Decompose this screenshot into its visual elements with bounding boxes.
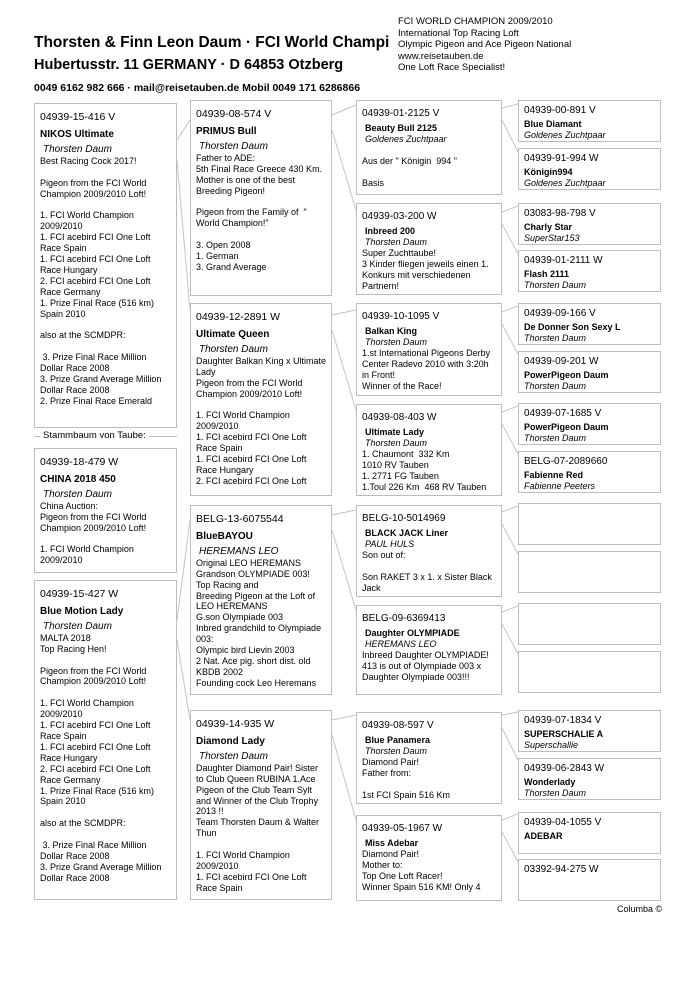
pigeon-card-great-grandparent[interactable] [518,403,661,445]
pigeon-card-grandparent[interactable] [356,404,502,496]
tagline-line: FCI WORLD CHAMPION 2009/2010 [398,16,553,27]
pigeon-name: BLACK JACK Liner [365,528,449,538]
pigeon-name: Charly Star [524,222,573,232]
pigeon-owner: Goldenes Zuchtpaar [524,129,606,140]
ring-number: 04939-01-2125 V [362,108,440,119]
pigeon-description: MALTA 2018 Top Racing Hen! Pigeon from the FCI World Champion 2009/2010 Loft! 1. FCI World Champion 2009/2010 1. FCI acebird FCI One Loft Race Spain 1. FCI acebird FCI One Loft Race Hungary 2. FCI acebird FCI One Loft Race Germany 1. Prize Final Race (516 km) Spain 2010 also at the SCMDPR: 3. Prize Final Race Million Dollar Race 2008 3. Prize Grand Average Million Dollar Race 2008 [40,632,162,883]
pigeon-card-empty[interactable] [518,603,661,645]
pigeon-card-grandparent[interactable] [356,605,502,695]
pigeon-name: PowerPigeon Daum [524,370,609,380]
ring-number: BELG-10-5014969 [362,513,446,524]
ring-number: 04939-08-597 V [362,720,434,731]
ring-number: 03083-98-798 V [524,208,596,219]
pigeon-card-grandparent[interactable] [356,303,502,396]
pigeon-owner: Fabienne Peeters [524,480,596,491]
pigeon-card-great-grandparent[interactable] [518,250,661,292]
pigeon-card-grandparent[interactable] [356,815,502,901]
pigeon-name: Flash 2111 [524,269,570,279]
ring-number: 04939-09-166 V [524,308,596,319]
pigeon-card-great-grandparent[interactable] [518,859,661,901]
pigeon-owner: Thorsten Daum [524,787,587,798]
pigeon-card-empty[interactable] [518,551,661,593]
ring-number: BELG-13-6075544 [196,513,284,525]
ring-number: 04939-00-891 V [524,105,596,116]
pigeon-name: Blue Diamant [524,119,582,129]
pigeon-description: China Auction: Pigeon from the FCI World Champion 2009/2010 Loft! 1. FCI World Champion 2009/2010 [40,500,147,566]
separator-label: Stammbaum von Taube: [40,430,149,442]
pigeon-card-grandparent[interactable] [356,505,502,597]
ring-number: 04939-07-1685 V [524,408,602,419]
pigeon-owner: HEREMANS LEO [365,638,437,649]
ring-number: 04939-14-935 W [196,718,275,730]
pigeon-description: Original LEO HEREMANS Grandson OLYMPIADE 003! Top Racing and Breeding Pigeon at the Loft of LEO HEREMANS G.son Olympiade 003 Inbred grandchild to Olympiade 003: Olympic bird Lievin 2003 2 Nat. Ace pig. short dist. old KBDB 2002 Founding cock Leo Heremans [196,557,322,688]
ring-number: 04939-18-479 W [40,456,119,468]
ring-number: 04939-10-1095 V [362,311,440,322]
ring-number: 04939-91-994 W [524,153,599,164]
pigeon-description: Son out of: Son RAKET 3 x 1. x Sister Black Jack [362,549,492,593]
ring-number: 04939-01-2111 W [524,255,603,266]
pigeon-description: Aus der " Königin 994 " Basis [362,155,457,188]
pigeon-card-empty[interactable] [518,651,661,693]
ring-number: 04939-04-1055 V [524,817,602,828]
pigeon-owner: HEREMANS LEO [199,545,279,557]
pigeon-card-grandparent[interactable] [356,712,502,804]
pigeon-card-parent[interactable] [190,303,332,496]
footer-credit: Columba © [617,904,663,914]
tagline-line: One Loft Race Specialist! [398,62,506,73]
tagline-line: International Top Racing Loft [398,27,519,39]
pigeon-description: Daughter Diamond Pair! Sister to Club Queen RUBINA 1.Ace Pigeon of the Club Team Sylt and Winner of the Club Trophy 2013 !! Team Thorsten Daum & Walter Thun 1. FCI World Champion 2009/2010 1. FCI acebird FCI One Loft Race Spain [196,762,320,893]
ring-number: 04939-15-416 V [40,111,116,123]
pigeon-owner: Thorsten Daum [199,140,268,152]
pigeon-description: Father to ADE: 5th Final Race Greece 430 Km. Mother is one of the best Breeding Pigeon! Pigeon from the Family of " World Champion!" 3. Open 2008 1. German 3. Grand Average [196,152,323,272]
pigeon-card-great-grandparent[interactable] [518,100,661,142]
pigeon-owner: Goldenes Zuchtpaar [524,177,606,188]
pigeon-owner: Thorsten Daum [365,437,428,448]
pigeon-card-great-grandparent[interactable] [518,351,661,393]
pigeon-name: Balkan King [365,326,418,336]
pigeon-card-great-grandparent[interactable] [518,203,661,245]
header-address: Hubertusstr. 11 GERMANY · D 64853 Otzberg [34,57,344,73]
tagline-line: www.reisetauben.de [398,50,484,62]
pigeon-name: Inbreed 200 [365,226,416,236]
pigeon-name: PowerPigeon Daum [524,422,609,432]
pigeon-owner: Thorsten Daum [43,620,112,632]
pigeon-name: SUPERSCHALIE A [524,729,604,739]
pigeon-card-mother[interactable] [34,580,177,900]
pigeon-name: Fabienne Red [524,470,584,480]
pigeon-owner: SuperStar153 [524,232,580,243]
pigeon-owner: PAUL HULS [365,538,415,549]
pigeon-card-great-grandparent[interactable] [518,812,661,854]
pigeon-owner: Thorsten Daum [365,745,428,756]
ring-number: 04939-08-574 V [196,108,272,120]
pigeon-name: Beauty Bull 2125 [365,123,438,133]
page-title: Thorsten & Finn Leon Daum · FCI World Champi [34,34,390,51]
pigeon-name: Blue Panamera [365,735,431,745]
ring-number: 04939-09-201 W [524,356,599,367]
pigeon-name: Wonderlady [524,777,576,787]
ring-number: 03392-94-275 W [524,864,599,875]
pigeon-description: Diamond Pair! Mother to: Top One Loft Racer! Winner Spain 516 KM! Only 4 [362,848,481,892]
pigeon-description: Diamond Pair! Father from: 1st FCI Spain 516 Km [362,756,451,800]
pigeon-description: Inbreed Daughter OLYMPIADE! 413 is out of Olympiade 003 x Daughter Olympiade 003!!! [362,649,489,682]
pigeon-card-parent[interactable] [190,505,332,695]
tagline-line: Olympic Pigeon and Ace Pigeon National [398,39,572,50]
pigeon-name: Ultimate Lady [365,427,425,437]
pigeon-card-grandparent[interactable] [356,100,502,195]
pigeon-card-great-grandparent[interactable] [518,758,661,800]
ring-number: 04939-15-427 W [40,588,119,600]
pigeon-owner: Thorsten Daum [365,336,428,347]
pigeon-card-grandparent[interactable] [356,203,502,295]
pigeon-owner: Superschallie [524,739,579,750]
pigeon-card-great-grandparent[interactable] [518,303,661,345]
pigeon-card-parent[interactable] [190,710,332,900]
pigeon-card-great-grandparent[interactable] [518,148,661,190]
ring-number: 04939-08-403 W [362,412,437,423]
pigeon-description: Super Zuchttaube! 3 Kinder fliegen jeweils einen 1. Konkurs mit verschiedenen Partnern! [362,247,489,291]
pedigree-separator [34,430,177,442]
ring-number: 04939-03-200 W [362,211,437,222]
pigeon-owner: Thorsten Daum [199,750,268,762]
pigeon-description: Best Racing Cock 2017! Pigeon from the FCI World Champion 2009/2010 Loft! 1. FCI World Champion 2009/2010 1. FCI acebird FCI One Loft Race Spain 1. FCI acebird FCI One Loft Race Hungary 2. FCI acebird FCI One Loft Race Germany 1. Prize Final Race (516 km) Spain 2010 also at the SCMDPR: 3. Prize Final Race Million Dollar Race 2008 3. Prize Grand Average Million Dollar Race 2008 2. Prize Final Race Emerald [40,155,162,406]
pigeon-name: Daughter OLYMPIADE [365,628,460,638]
pigeon-owner: Thorsten Daum [43,143,112,155]
pigeon-name: De Donner Son Sexy L [524,322,621,332]
pigeon-name: Miss Adebar [365,838,419,848]
ring-number: 04939-12-2891 W [196,311,281,323]
pigeon-name: Königin994 [524,167,573,177]
ring-number: BELG-09-6369413 [362,613,446,624]
ring-number: 04939-06-2843 W [524,763,605,774]
pigeon-description: 1. Chaumont 332 Km 1010 RV Tauben 1. 2771 FG Tauben 1.Toul 226 Km 468 RV Tauben [362,448,487,492]
pigeon-card-empty[interactable] [518,503,661,545]
pigeon-name: Blue Motion Lady [40,606,124,617]
pigeon-owner: Thorsten Daum [524,279,587,290]
pigeon-description: 1.st International Pigeons Derby Center Radevo 2010 with 3:20h in Front! Winner of the Race! [362,347,491,391]
pigeon-owner: Thorsten Daum [524,332,587,343]
ring-number: 04939-05-1967 W [362,823,443,834]
pigeon-owner: Goldenes Zuchtpaar [365,133,447,144]
pigeon-name: PRIMUS Bull [196,126,257,137]
pigeon-owner: Thorsten Daum [524,380,587,391]
pigeon-card-subject[interactable] [34,103,177,428]
pigeon-owner: Thorsten Daum [43,488,112,500]
pigeon-name: BlueBAYOU [196,531,253,542]
pigeon-card-parent[interactable] [190,100,332,296]
pigeon-description: Daughter Balkan King x Ultimate Lady Pigeon from the FCI World Champion 2009/2010 Loft! 1. FCI World Champion 2009/2010 1. FCI acebird FCI One Loft Race Spain 1. FCI acebird FCI One Loft Race Hungary 2. FCI acebird FCI One Loft [196,355,327,486]
header-contact: 0049 6162 982 666 · mail@reisetauben.de Mobil 0049 171 6286866 [34,82,361,94]
pigeon-owner: Thorsten Daum [524,432,587,443]
pigeon-card-great-grandparent[interactable] [518,710,661,752]
pigeon-name: Diamond Lady [196,736,265,747]
pigeon-name: ADEBAR [524,831,563,841]
pigeon-owner: Thorsten Daum [199,343,268,355]
pigeon-card-great-grandparent[interactable] [518,451,661,493]
pigeon-card-subject-2[interactable] [34,448,177,573]
pigeon-name: Ultimate Queen [196,329,270,340]
ring-number: 04939-07-1834 V [524,715,602,726]
pigeon-name: NIKOS Ultimate [40,129,114,140]
pigeon-owner: Thorsten Daum [365,236,428,247]
ring-number: BELG-07-2089660 [524,456,608,467]
pigeon-name: CHINA 2018 450 [40,474,116,485]
